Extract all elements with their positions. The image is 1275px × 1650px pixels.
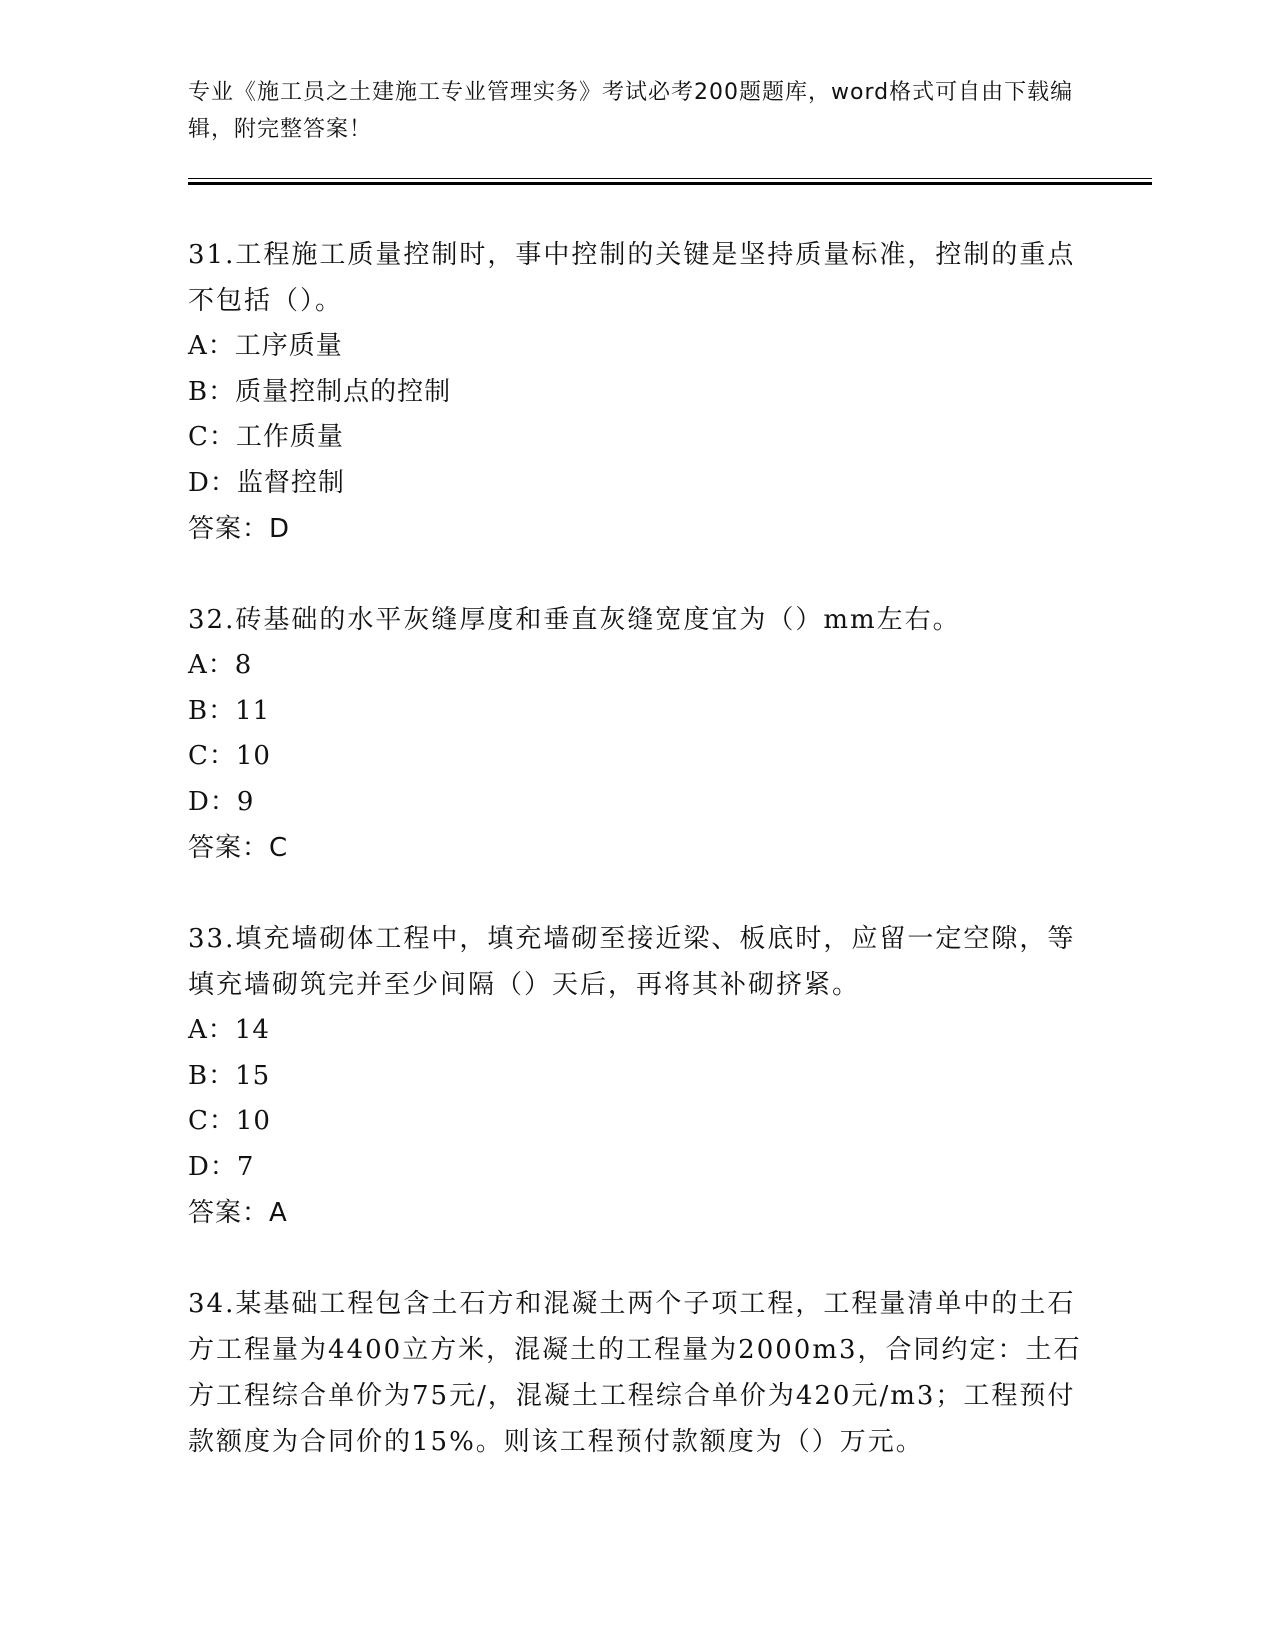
option-b: B：15 bbox=[188, 1060, 271, 1091]
question-stem: 32.砖基础的水平灰缝厚度和垂直灰缝宽度宜为（）mm左右。 bbox=[188, 605, 961, 635]
answer-line: 答案：C bbox=[188, 833, 289, 863]
question-list bbox=[188, 232, 1088, 1510]
option-a: A：14 bbox=[188, 1015, 270, 1045]
question-stem: 31.工程施工质量控制时，事中控制的关键是坚持质量标准，控制的重点不包括（）。 bbox=[188, 240, 1076, 316]
option-a: A：工序质量 bbox=[188, 331, 343, 361]
header-divider-thick bbox=[188, 182, 1152, 185]
option-b: B：质量控制点的控制 bbox=[188, 376, 452, 407]
option-d: D：监督控制 bbox=[188, 467, 345, 498]
question-32 bbox=[188, 597, 1088, 871]
option-c: C：10 bbox=[188, 1106, 271, 1136]
answer-line: 答案：A bbox=[188, 1198, 288, 1228]
question-stem: 33.填充墙砌体工程中，填充墙砌至接近梁、板底时，应留一定空隙，等填充墙砌筑完并至少间隔（）天后，再将其补砌挤紧。 bbox=[188, 924, 1076, 1000]
option-d: D：7 bbox=[188, 1151, 255, 1182]
option-c: C：工作质量 bbox=[188, 422, 344, 452]
option-b: B：11 bbox=[188, 695, 271, 726]
question-33 bbox=[188, 916, 1088, 1236]
document-header: 专业《施工员之土建施工专业管理实务》考试必考200题题库，word格式可自由下载编辑，附完整答案！ bbox=[188, 80, 1074, 142]
option-c: C：10 bbox=[188, 741, 271, 771]
answer-line: 答案：D bbox=[188, 514, 291, 544]
option-d: D：9 bbox=[188, 786, 255, 817]
header-divider-thin bbox=[188, 178, 1152, 179]
question-31 bbox=[188, 232, 1088, 552]
option-a: A：8 bbox=[188, 650, 253, 680]
question-34 bbox=[188, 1281, 1088, 1465]
question-stem: 34.某基础工程包含土石方和混凝土两个子项工程，工程量清单中的土石方工程量为4400立方米，混凝土的工程量为2000m3，合同约定：土石方工程综合单价为75元/，混凝土工程综合单价为420元/m3；工程预付款额度为合同价的15%。则该工程预付款额度为（）万元。 bbox=[188, 1289, 1082, 1457]
